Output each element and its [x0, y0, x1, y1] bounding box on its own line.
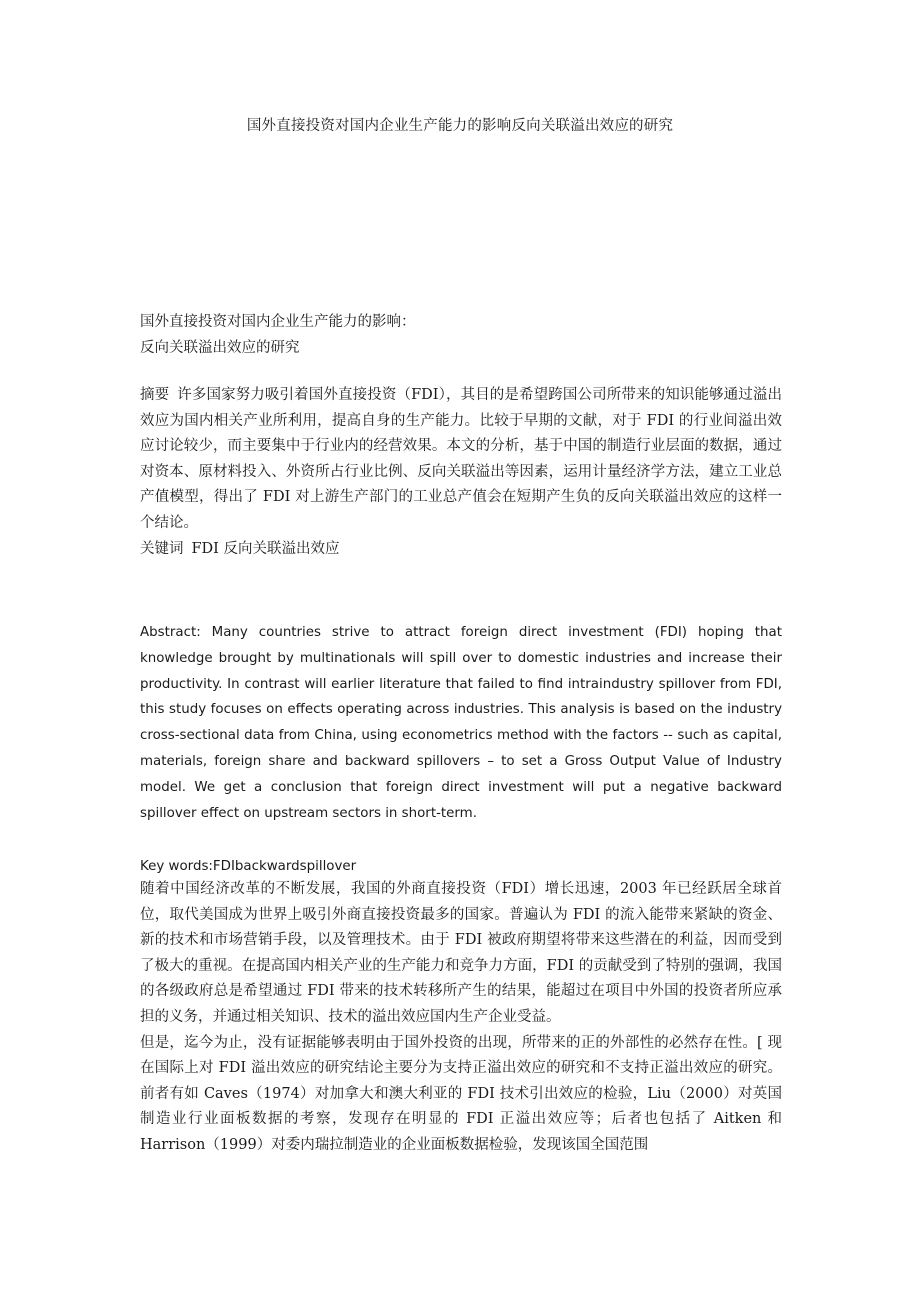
chinese-abstract-section [140, 383, 782, 562]
chinese-keywords-text: FDI 反向关联溢出效应 [191, 540, 340, 557]
english-keywords-section [140, 854, 782, 880]
chinese-keywords [140, 537, 782, 563]
chinese-abstract-text: 许多国家努力吸引着国外直接投资（FDI），其目的是希望跨国公司所带来的知识能够通过溢出效应为国内相关产业所利用，提高自身的生产能力。比较于早期的文献，对于 FDI 的行业间溢出效应讨论较少，而主要集中于行业内的经营效果。本文的分析，基于中国的制造行业层面的数据，通过对资本、原材料投入、外资所占行业比例、反向关联溢出等因素，运用计量经济学方法，建立工业总产值模型，得出了 FDI 对上游生产部门的工业总产值会在短期产生负的反向关联溢出效应的这样一个结论。 [140, 387, 782, 531]
paper-heading-line-2: 反向关联溢出效应的研究 [140, 339, 300, 356]
body-text-section [140, 877, 782, 1159]
chinese-abstract-label: 摘要 [140, 387, 170, 403]
english-keywords: Key words:FDIbackwardspillover [140, 859, 357, 874]
chinese-keywords-label: 关键词 [140, 540, 184, 557]
paper-heading [140, 310, 782, 361]
english-abstract: Abstract: Many countries strive to attract foreign direct investment (FDI) hoping that knowledge brought by multinationals will spill over to domestic industries and increase their productivity. In contrast will earlier literature that failed to find intraindustry spillover from FDI, this study focuses on effects operating across industries. This analysis is based on the industry cross-sectional data from China, using econometrics method with the factors -- such as capital, materials, foreign share and backward spillovers – to set a Gross Output Value of Industry model. We get a conclusion that foreign direct investment will put a negative backward spillover effect on upstream sectors in short-term. [140, 625, 782, 821]
document-title: 国外直接投资对国内企业生产能力的影响反向关联溢出效应的研究 [246, 118, 674, 134]
paper-heading-line-1: 国外直接投资对国内企业生产能力的影响： [140, 314, 416, 330]
english-abstract-section [140, 620, 782, 826]
chinese-abstract [140, 383, 782, 537]
body-paragraph: 随着中国经济改革的不断发展，我国的外商直接投资（FDI）增长迅速，2003 年已经跃居全球首位，取代美国成为世界上吸引外商直接投资最多的国家。普遍认为 FDI 的流入能带来紧缺的资金、新的技术和市场营销手段，以及管理技术。由于 FDI 被政府期望将带来这些潜在的利益，因而受到了极大的重视。在提高国内相关产业的生产能力和竞争力方面，FDI 的贡献受到了特别的强调，我国的各级政府总是希望通过 FDI 带来的技术转移所产生的结果，能超过在项目中外国的投资者所应承担的义务，并通过相关知识、技术的溢出效应国内生产企业受益。 [140, 881, 782, 1025]
body-paragraph: 但是，迄今为止，没有证据能够表明由于国外投资的出现，所带来的正的外部性的必然存在性。[ 现在国际上对 FDI 溢出效应的研究结论主要分为支持正溢出效应的研究和不支持正溢出效应的研究。前者有如 Caves（1974）对加拿大和澳大利亚的 FDI 技术引出效应的检验，Liu（2000）对英国制造业行业面板数据的考察，发现存在明显的 FDI 正溢出效应等；后者也包括了 Aitken 和 Harrison（1999）对委内瑞拉制造业的企业面板数据检验，发现该国全国范围 [140, 1034, 782, 1153]
